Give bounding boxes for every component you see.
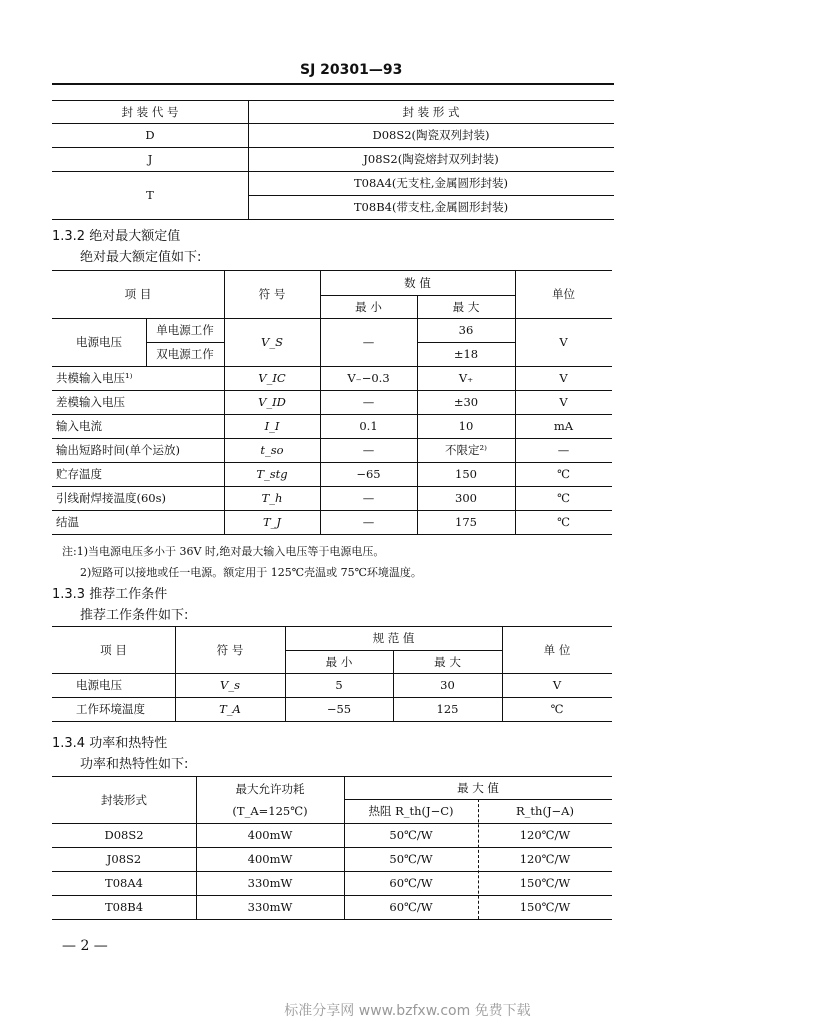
- rec-header-range: 规 范 值: [372, 631, 415, 645]
- abs-row-tj-symbol: T_J: [262, 515, 282, 529]
- section-133-title: 1.3.3 推荐工作条件: [52, 587, 168, 602]
- rec-row-ta-min: −55: [326, 702, 352, 716]
- abs-row-supply-min: —: [362, 335, 375, 349]
- section-132-title: 1.3.2 绝对最大额定值: [52, 229, 181, 244]
- abs-header-symbol: 符 号: [258, 287, 286, 301]
- pkg-form-t08a4: T08A4(无支柱,金属圆形封装): [353, 176, 509, 190]
- abs-row-dm-item: 差模输入电压: [56, 395, 125, 409]
- rec-header-unit: 单 位: [543, 642, 571, 657]
- power-row-t08b4-rjc: 60℃/W: [389, 900, 433, 914]
- power-row-t08b4-rja: 150℃/W: [519, 900, 571, 914]
- abs-row-th-symbol: T_h: [261, 491, 283, 505]
- abs-row-tj-min: —: [362, 515, 375, 529]
- header-rule: [52, 83, 614, 85]
- power-row-d08s2-pmax: 400mW: [247, 828, 293, 842]
- power-row-d08s2-pkg: D08S2: [104, 828, 144, 842]
- rec-header-min: 最 小: [325, 654, 353, 669]
- power-row-j08s2-pmax: 400mW: [247, 852, 293, 866]
- power-row-j08s2-rja: 120℃/W: [519, 852, 571, 866]
- section-134-title: 1.3.4 功率和热特性: [52, 736, 168, 751]
- abs-row-tstg-unit: ℃: [557, 467, 570, 481]
- watermark-footer: 标准分享网 www.bzfxw.com 免费下载: [284, 1003, 531, 1019]
- abs-header-max: 最 大: [452, 299, 480, 314]
- rec-header-max: 最 大: [434, 654, 461, 669]
- abs-row-tstg-item: 贮存温度: [56, 467, 102, 481]
- abs-row-th-min: —: [362, 491, 375, 505]
- rec-header-symbol: 符 号: [216, 642, 244, 657]
- pkg-header-code: 封 装 代 号: [121, 104, 179, 119]
- rec-row-ta-item: 工作环境温度: [76, 702, 145, 716]
- abs-row-supply-unit: V: [559, 335, 568, 349]
- abs-row-supply-max-dual: ±18: [453, 347, 479, 361]
- abs-header-value: 数 值: [404, 275, 431, 290]
- power-header-pmax-cond: (T_A=125℃): [232, 804, 308, 818]
- abs-row-sc-symbol: t_so: [260, 443, 284, 457]
- abs-row-cm-min: V₋−0.3: [347, 371, 390, 385]
- rec-row-vs-unit: V: [552, 678, 562, 692]
- abs-row-dm-unit: V: [559, 395, 568, 409]
- abs-row-sc-unit: —: [557, 443, 570, 457]
- abs-row-supply-max-single: 36: [458, 323, 474, 337]
- abs-header-unit: 单位: [552, 287, 575, 301]
- power-header-pkg: 封装形式: [101, 792, 147, 807]
- rec-row-ta-symbol: T_A: [219, 702, 241, 716]
- abs-row-supply-single: 单电源工作: [156, 323, 214, 337]
- section-133-intro: 推荐工作条件如下:: [80, 608, 189, 623]
- abs-row-sc-max: 不限定²⁾: [445, 443, 487, 457]
- abs-row-tj-max: 175: [455, 515, 477, 529]
- pkg-header-form: 封 装 形 式: [402, 104, 460, 119]
- abs-row-sc-item: 输出短路时间(单个运放): [56, 443, 180, 457]
- power-header-pmax: 最大允许功耗: [235, 782, 305, 796]
- abs-row-supply-item: 电源电压: [76, 335, 122, 349]
- pkg-form-d: D08S2(陶瓷双列封装): [372, 128, 490, 142]
- pkg-form-j: J08S2(陶瓷熔封双列封装): [363, 152, 499, 166]
- abs-row-th-item: 引线耐焊接温度(60s): [56, 491, 167, 505]
- pkg-code-t: T: [146, 188, 154, 202]
- abs-row-dm-min: —: [362, 395, 375, 409]
- power-row-t08a4-pkg: T08A4: [105, 876, 143, 890]
- abs-row-tj-unit: ℃: [557, 515, 570, 529]
- power-row-t08b4-pkg: T08B4: [104, 900, 144, 914]
- note-2: 2)短路可以接地或任一电源。额定用于 125℃壳温或 75℃环境温度。: [80, 566, 422, 579]
- abs-row-ii-max: 10: [458, 419, 474, 433]
- abs-row-sc-min: —: [362, 443, 375, 457]
- rec-row-vs-symbol: V_s: [220, 678, 240, 692]
- abs-row-cm-unit: V: [559, 371, 568, 385]
- abs-header-min: 最 小: [355, 299, 382, 314]
- abs-row-ii-item: 输入电流: [56, 419, 102, 433]
- abs-row-dm-max: ±30: [453, 395, 479, 409]
- abs-row-tstg-max: 150: [455, 467, 477, 481]
- abs-row-tstg-min: −65: [356, 467, 381, 481]
- abs-row-cm-max: V₊: [458, 371, 474, 385]
- power-header-rjc: 热阻 R_th(J−C): [368, 804, 454, 818]
- abs-row-cm-item: 共模输入电压¹⁾: [56, 371, 133, 385]
- rec-header-item: 项 目: [100, 642, 127, 657]
- pkg-code-d: D: [145, 128, 155, 142]
- rec-row-vs-item: 电源电压: [76, 678, 122, 692]
- abs-row-ii-unit: mA: [553, 419, 574, 433]
- power-row-t08a4-rja: 150℃/W: [519, 876, 571, 890]
- power-row-j08s2-rjc: 50℃/W: [389, 852, 433, 866]
- doc-number: SJ 20301—93: [300, 62, 403, 78]
- abs-row-dm-symbol: V_ID: [258, 395, 286, 409]
- power-header-rja: R_th(J−A): [516, 804, 574, 818]
- page-number: — 2 —: [62, 938, 108, 954]
- abs-row-supply-dual: 双电源工作: [156, 347, 214, 361]
- abs-row-ii-symbol: I_I: [264, 419, 280, 433]
- pkg-form-t08b4: T08B4(带支柱,金属圆形封装): [353, 200, 509, 214]
- note-1: 注:1)当电源电压多小于 36V 时,绝对最大输入电压等于电源电压。: [62, 545, 385, 558]
- abs-row-cm-symbol: V_IC: [258, 371, 286, 385]
- abs-row-tj-item: 结温: [56, 515, 79, 529]
- power-row-t08a4-rjc: 60℃/W: [389, 876, 433, 890]
- power-header-maxval: 最 大 值: [457, 780, 499, 795]
- section-134-intro: 功率和热特性如下:: [80, 757, 189, 772]
- section-132-intro: 绝对最大额定值如下:: [80, 250, 202, 265]
- abs-row-th-unit: ℃: [557, 491, 570, 505]
- pkg-code-j: J: [147, 152, 153, 166]
- rec-row-ta-max: 125: [436, 702, 459, 716]
- rec-row-vs-min: 5: [335, 678, 343, 692]
- power-row-d08s2-rjc: 50℃/W: [389, 828, 433, 842]
- rec-row-ta-unit: ℃: [550, 702, 564, 716]
- abs-row-ii-min: 0.1: [359, 419, 378, 433]
- abs-row-th-max: 300: [455, 491, 477, 505]
- power-row-t08a4-pmax: 330mW: [247, 876, 293, 890]
- rec-row-vs-max: 30: [440, 678, 455, 692]
- power-row-d08s2-rja: 120℃/W: [519, 828, 571, 842]
- power-row-j08s2-pkg: J08S2: [106, 852, 142, 866]
- abs-row-supply-symbol: V_S: [261, 335, 283, 349]
- abs-header-item: 项 目: [124, 287, 152, 301]
- power-row-t08b4-pmax: 330mW: [247, 900, 293, 914]
- abs-row-tstg-symbol: T_stg: [256, 467, 288, 481]
